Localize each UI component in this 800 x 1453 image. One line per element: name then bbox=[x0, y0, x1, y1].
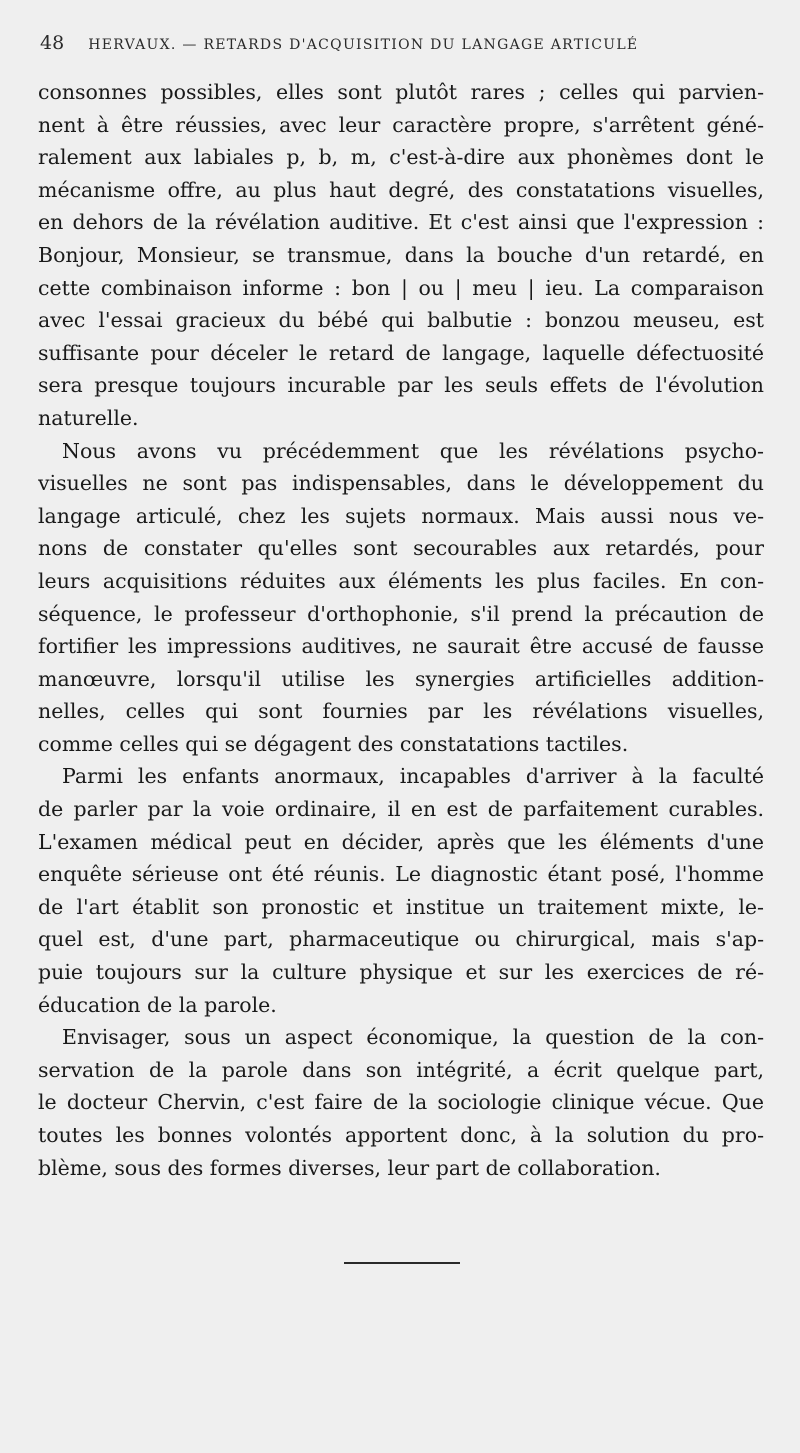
text-line: leurs acquisitions réduites aux éléments les plus faciles. En con- bbox=[38, 568, 764, 593]
text-line: Envisager, sous un aspect économique, la question de la con- bbox=[62, 1025, 764, 1050]
text-line: manœuvre, lorsqu'il utilise les synergies artificielles addition- bbox=[38, 666, 764, 691]
text-line: blème, sous des formes diverses, leur part de collaboration. bbox=[38, 1155, 661, 1180]
text-line: nelles, celles qui sont fournies par les révélations visuelles, bbox=[38, 699, 764, 724]
text-line: fortifier les impressions auditives, ne saurait être accusé de fausse bbox=[38, 634, 764, 659]
page-number: 48 bbox=[40, 32, 65, 54]
text-line: quel est, d'une part, pharmaceutique ou chirurgical, mais s'ap- bbox=[38, 927, 764, 952]
text-line: consonnes possibles, elles sont plutôt rares ; celles qui parvien- bbox=[38, 80, 764, 104]
text-line: Parmi les enfants anormaux, incapables d'arriver à la faculté bbox=[62, 764, 764, 789]
text-line: nent à être réussies, avec leur caractère propre, s'arrêtent géné- bbox=[38, 112, 764, 137]
text-line: comme celles qui se dégagent des constatations tactiles. bbox=[38, 731, 629, 756]
text-line: mécanisme offre, au plus haut degré, des constatations visuelles, bbox=[38, 177, 764, 202]
text-line: en dehors de la révélation auditive. Et c'est ainsi que l'expression : bbox=[38, 210, 764, 235]
end-rule bbox=[344, 1262, 460, 1264]
text-line: de parler par la voie ordinaire, il en est de parfaitement curables. bbox=[38, 797, 764, 822]
text-line: séquence, le professeur d'orthophonie, s'il prend la précaution de bbox=[38, 601, 764, 626]
text-line: nons de constater qu'elles sont secourables aux retardés, pour bbox=[38, 536, 764, 561]
text-line: Nous avons vu précédemment que les révélations psycho- bbox=[62, 438, 764, 463]
text-line: servation de la parole dans son intégrité, a écrit quelque part, bbox=[38, 1057, 764, 1082]
text-line: sera presque toujours incurable par les seuls effets de l'évolution bbox=[38, 373, 764, 398]
text-line: langage articulé, chez les sujets normaux. Mais aussi nous ve- bbox=[38, 503, 764, 528]
text-line: éducation de la parole. bbox=[38, 992, 277, 1017]
running-head bbox=[40, 32, 740, 54]
text-line: suffisante pour déceler le retard de langage, laquelle défectuosité bbox=[38, 340, 764, 365]
text-line: Bonjour, Monsieur, se transmue, dans la bouche d'un retardé, en bbox=[38, 242, 764, 267]
body-text bbox=[38, 76, 764, 1184]
text-line: ralement aux labiales p, b, m, c'est-à-dire aux phonèmes dont le bbox=[38, 145, 764, 170]
text-line: toutes les bonnes volontés apportent donc, à la solution du pro- bbox=[38, 1123, 764, 1147]
running-title: HERVAUX. — RETARDS D'ACQUISITION DU LANGAGE ARTICULÉ bbox=[88, 37, 639, 53]
text-line: L'examen médical peut en décider, après que les éléments d'une bbox=[38, 829, 764, 854]
text-line: le docteur Chervin, c'est faire de la sociologie clinique vécue. Que bbox=[38, 1090, 764, 1115]
text-line: de l'art établit son pronostic et institue un traitement mixte, le- bbox=[38, 894, 764, 919]
text-line: cette combinaison informe : bon | ou | meu | ieu. La comparaison bbox=[38, 275, 764, 300]
text-line: avec l'essai gracieux du bébé qui balbutie : bonzou meuseu, est bbox=[38, 308, 764, 333]
text-line: visuelles ne sont pas indispensables, dans le développement du bbox=[38, 471, 764, 496]
text-line: enquête sérieuse ont été réunis. Le diagnostic étant posé, l'homme bbox=[38, 862, 764, 887]
text-line: puie toujours sur la culture physique et sur les exercices de ré- bbox=[38, 960, 764, 985]
text-line: naturelle. bbox=[38, 405, 139, 430]
